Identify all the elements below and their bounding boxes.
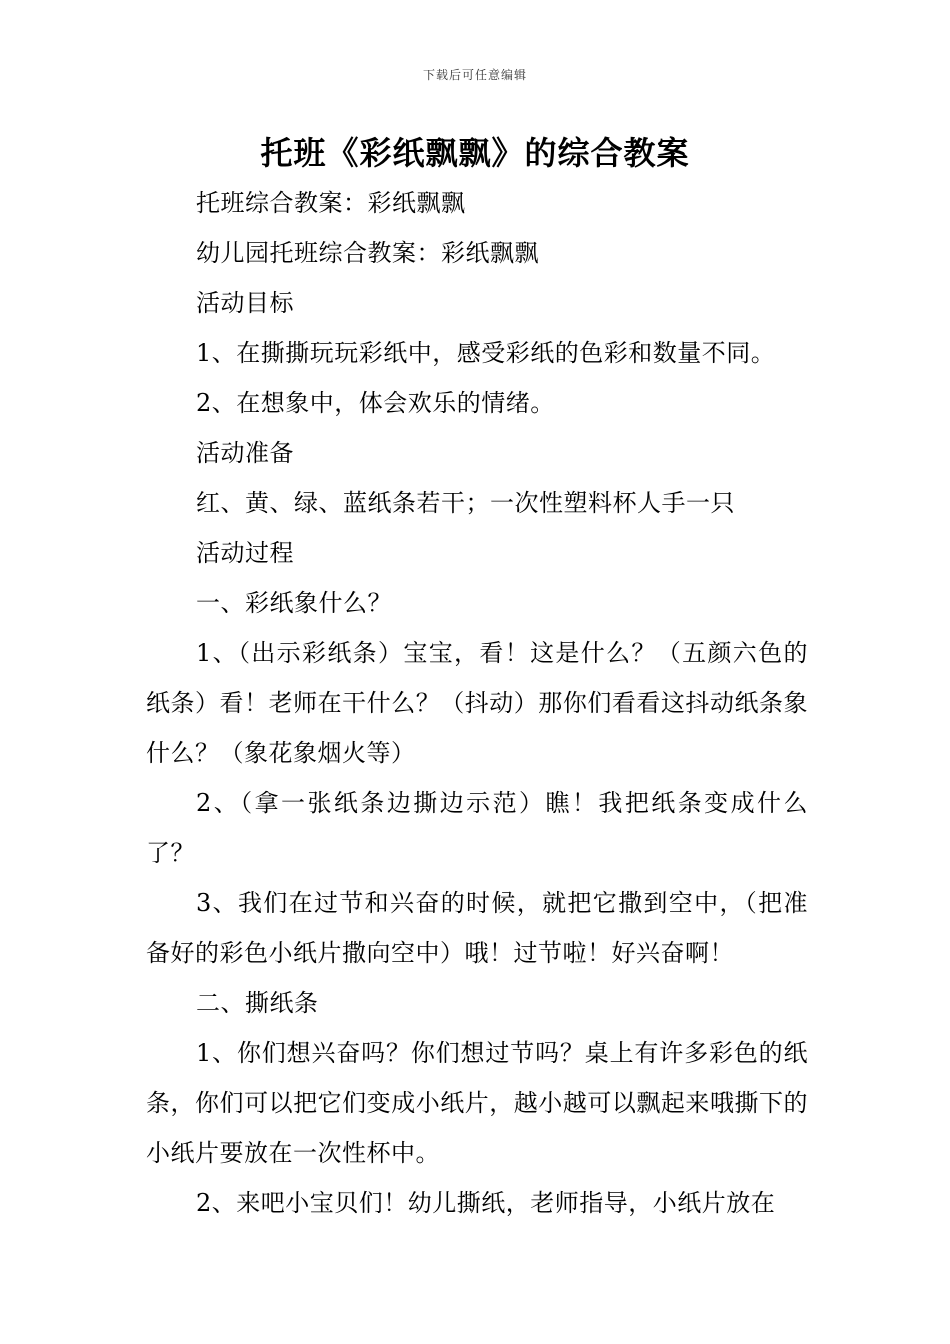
paragraph: 一、彩纸象什么？ (196, 589, 392, 617)
paragraph: 二、撕纸条 (196, 989, 319, 1017)
document-title: 托班《彩纸飘飘》的综合教案 (260, 134, 690, 172)
paragraph: 3、我们在过节和兴奋的时候，就把它撒到空中，（把准备好的彩色小纸片撒向空中）哦！过节啦！好兴奋啊！ (146, 889, 808, 967)
paragraph: 红、黄、绿、蓝纸条若干；一次性塑料杯人手一只 (196, 489, 735, 517)
section-heading: 活动目标 (196, 289, 294, 317)
section-heading: 活动准备 (196, 439, 294, 467)
section-heading: 活动过程 (196, 539, 294, 567)
paragraph: 1、你们想兴奋吗？你们想过节吗？桌上有许多彩色的纸条，你们可以把它们变成小纸片，越小越可以飘起来哦撕下的小纸片要放在一次性杯中。 (146, 1039, 808, 1167)
header-note: 下载后可任意编辑 (422, 68, 527, 82)
document-body (146, 178, 808, 1228)
paragraph: 托班综合教案：彩纸飘飘 (196, 189, 466, 217)
paragraph: 2、（拿一张纸条边撕边示范）瞧！我把纸条变成什么了？ (146, 789, 808, 867)
paragraph: 2、来吧小宝贝们！幼儿撕纸，老师指导，小纸片放在 (196, 1189, 776, 1217)
paragraph: 2、在想象中，体会欢乐的情绪。 (196, 389, 555, 417)
paragraph: 1、（出示彩纸条）宝宝，看！这是什么？（五颜六色的纸条）看！老师在干什么？（抖动）那你们看看这抖动纸条象什么？（象花象烟火等） (146, 639, 808, 767)
paragraph: 1、在撕撕玩玩彩纸中，感受彩纸的色彩和数量不同。 (196, 339, 776, 367)
paragraph: 幼儿园托班综合教案：彩纸飘飘 (196, 239, 539, 267)
